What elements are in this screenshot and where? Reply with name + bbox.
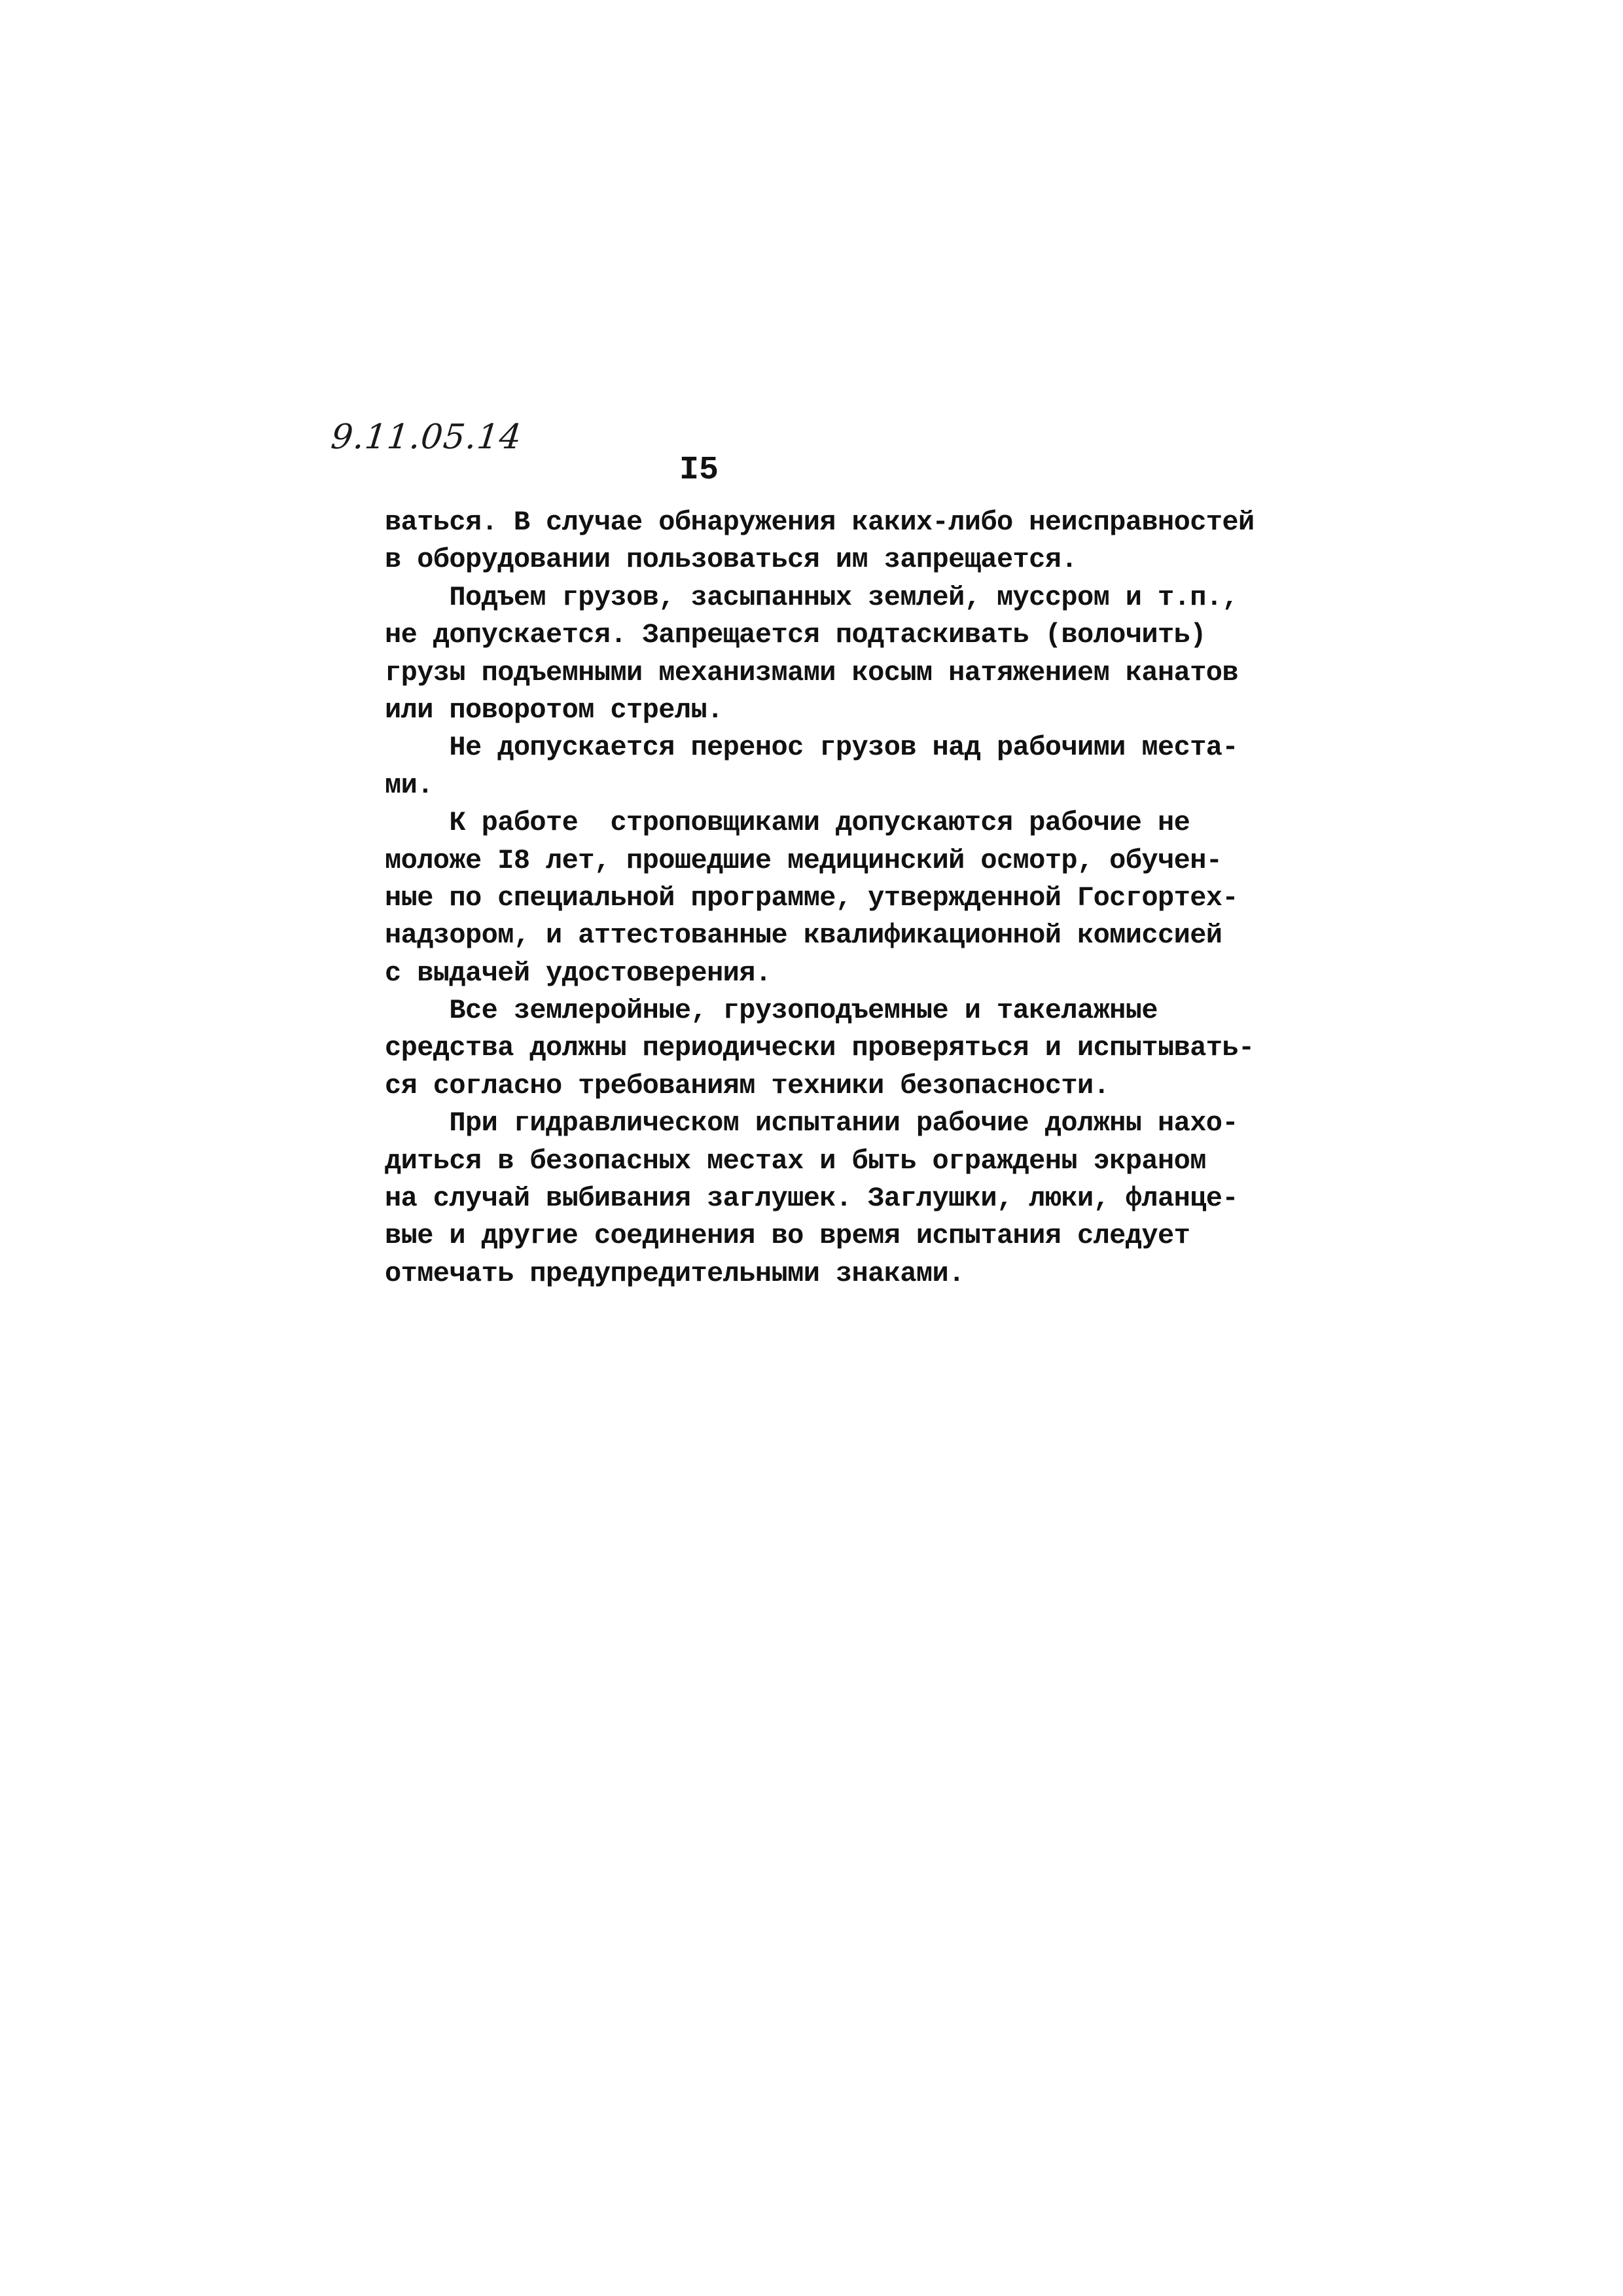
text-line: или поворотом стрелы. <box>385 694 723 726</box>
text-line: вые и другие соединения во время испытания следует <box>385 1220 1190 1252</box>
text-line: отмечать предупредительными знаками. <box>385 1257 965 1289</box>
text-line: не допускается. Запрещается подтаскивать (волочить) <box>385 619 1206 651</box>
text-line: средства должны периодически проверяться и испытывать- <box>385 1032 1255 1064</box>
text-line: грузы подъемными механизмами косым натяжением канатов <box>385 656 1239 689</box>
text-line: Подъем грузов, засыпанных землей, муссром и т.п., <box>385 581 1239 613</box>
paragraph <box>385 1105 1301 1293</box>
text-line: ные по специальной программе, утвержденной Госгортех- <box>385 882 1239 914</box>
paragraph <box>385 579 1301 730</box>
text-line: ся согласно требованиям техники безопасности. <box>385 1069 1110 1102</box>
handwritten-document-code: 9.11.05.14 <box>329 418 524 457</box>
paragraph <box>385 729 1301 804</box>
text-line: моложе I8 лет, прошедшие медицинский осмотр, обучен- <box>385 844 1222 876</box>
paragraph <box>385 504 1301 579</box>
text-line: При гидравлическом испытании рабочие должны нахо- <box>385 1107 1239 1139</box>
text-line: на случай выбивания заглушек. Заглушки, люки, фланце- <box>385 1183 1239 1215</box>
text-line: Все землеройные, грузоподъемные и такелажные <box>385 995 1158 1027</box>
document-body <box>385 504 1301 1293</box>
paragraph <box>385 804 1301 992</box>
text-line: с выдачей удостоверения. <box>385 957 772 989</box>
text-line: в оборудовании пользоваться им запрещается. <box>385 544 1077 576</box>
text-line: Не допускается перенос грузов над рабочими места- <box>385 732 1239 764</box>
text-line: ваться. В случае обнаружения каких-либо неисправностей <box>385 507 1255 538</box>
text-line: К работе строповщиками допускаются рабочие не <box>385 807 1190 839</box>
paragraph <box>385 992 1301 1105</box>
page-number: I5 <box>679 452 719 489</box>
text-line: диться в безопасных местах и быть ограждены экраном <box>385 1145 1206 1177</box>
text-line: ми. <box>385 769 433 801</box>
text-line: надзором, и аттестованные квалификационной комиссией <box>385 920 1222 952</box>
